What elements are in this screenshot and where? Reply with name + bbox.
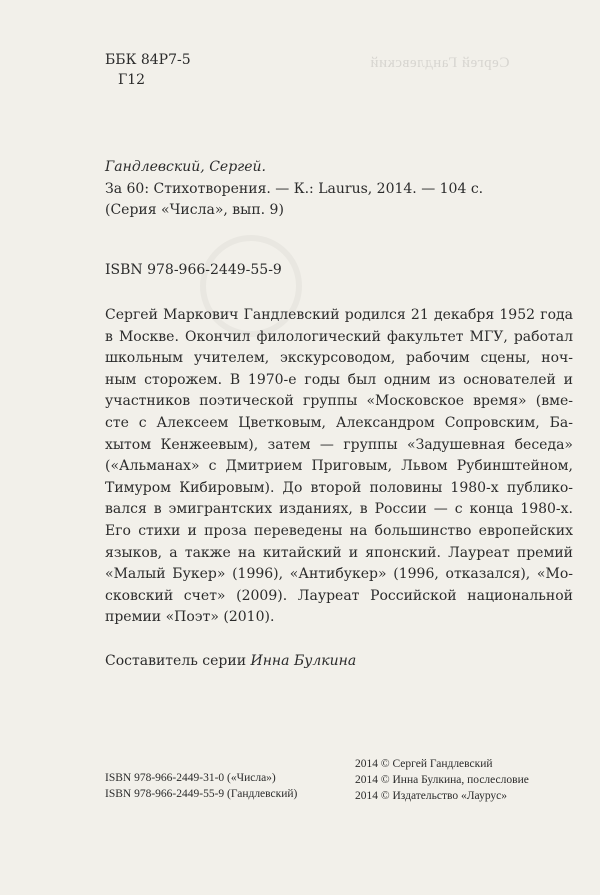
compiler-name: Инна Булкина — [250, 653, 357, 669]
bio-line: Сергей Маркович Гандлевский родился 21 декабря 1952 года — [105, 307, 573, 323]
bio-line: языков, а также на китайский и японский. Лауреат премий — [105, 544, 573, 561]
isbn-author: ISBN 978-966-2449-55-9 (Гандлевский) — [105, 788, 298, 800]
author-index: Г12 — [118, 72, 146, 88]
series-compiler — [105, 653, 356, 669]
copyright-line: 2014 © Сергей Гандлевский — [355, 758, 493, 770]
bio-line: «Малый Букер» (1996), «Антибукер» (1996, отказался), «Мо- — [105, 566, 573, 583]
bio-line: премии «Поэт» (2010). — [105, 609, 275, 626]
bio-line: сте с Алексеем Цветковым, Александром Сопровским, Ба- — [105, 414, 573, 431]
catalog-title-line: За 60: Стихотворения. — К.: Laurus, 2014. — 104 с. — [105, 180, 484, 197]
bio-line: ным сторожем. В 1970-е годы был одним из основателей и — [105, 371, 573, 388]
compiler-label: Составитель серии — [105, 653, 247, 669]
copyright-line: 2014 © Издательство «Лаурус» — [355, 790, 508, 802]
isbn-series: ISBN 978-966-2449-31-0 («Числа») — [105, 772, 276, 784]
bio-line: («Альманах» с Дмитрием Приговым, Львом Рубинштейном, — [105, 458, 573, 475]
isbn-list — [105, 770, 297, 802]
copyright-notices — [355, 756, 529, 804]
bio-line: вался в эмигрантских изданиях, в России — с конца 1980-х. — [105, 501, 573, 518]
catalog-author: Гандлевский, Сергей. — [105, 159, 266, 175]
bbk-classification — [105, 50, 191, 90]
bio-line: в Москве. Окончил филологический факультет МГУ, работал — [105, 328, 573, 345]
bio-line: Его стихи и проза переведены на большинство европейских — [105, 522, 573, 539]
bio-line: школьным учителем, экскурсоводом, рабочим сцены, ноч- — [105, 350, 573, 367]
isbn-main: ISBN 978-966-2449-55-9 — [105, 262, 282, 278]
catalog-record — [105, 157, 575, 222]
bio-line: сковский счет» (2009). Лауреат Российской национальной — [105, 587, 573, 604]
bio-line: участников поэтической группы «Московское время» (вме- — [105, 393, 573, 410]
copyright-line: 2014 © Инна Булкина, послесловие — [355, 774, 529, 786]
catalog-series-line: (Серия «Числа», вып. 9) — [105, 202, 284, 218]
bleed-through-text: Сергей Гандлевский — [370, 55, 510, 71]
bbk-code: ББК 84Р7-5 — [105, 52, 191, 68]
bio-line: Тимуром Кибировым). До второй половины 1980-х публико- — [105, 479, 573, 496]
bio-line: хытом Кенжеевым), затем — группы «Задушевная беседа» — [105, 436, 573, 453]
author-biography — [105, 305, 573, 629]
